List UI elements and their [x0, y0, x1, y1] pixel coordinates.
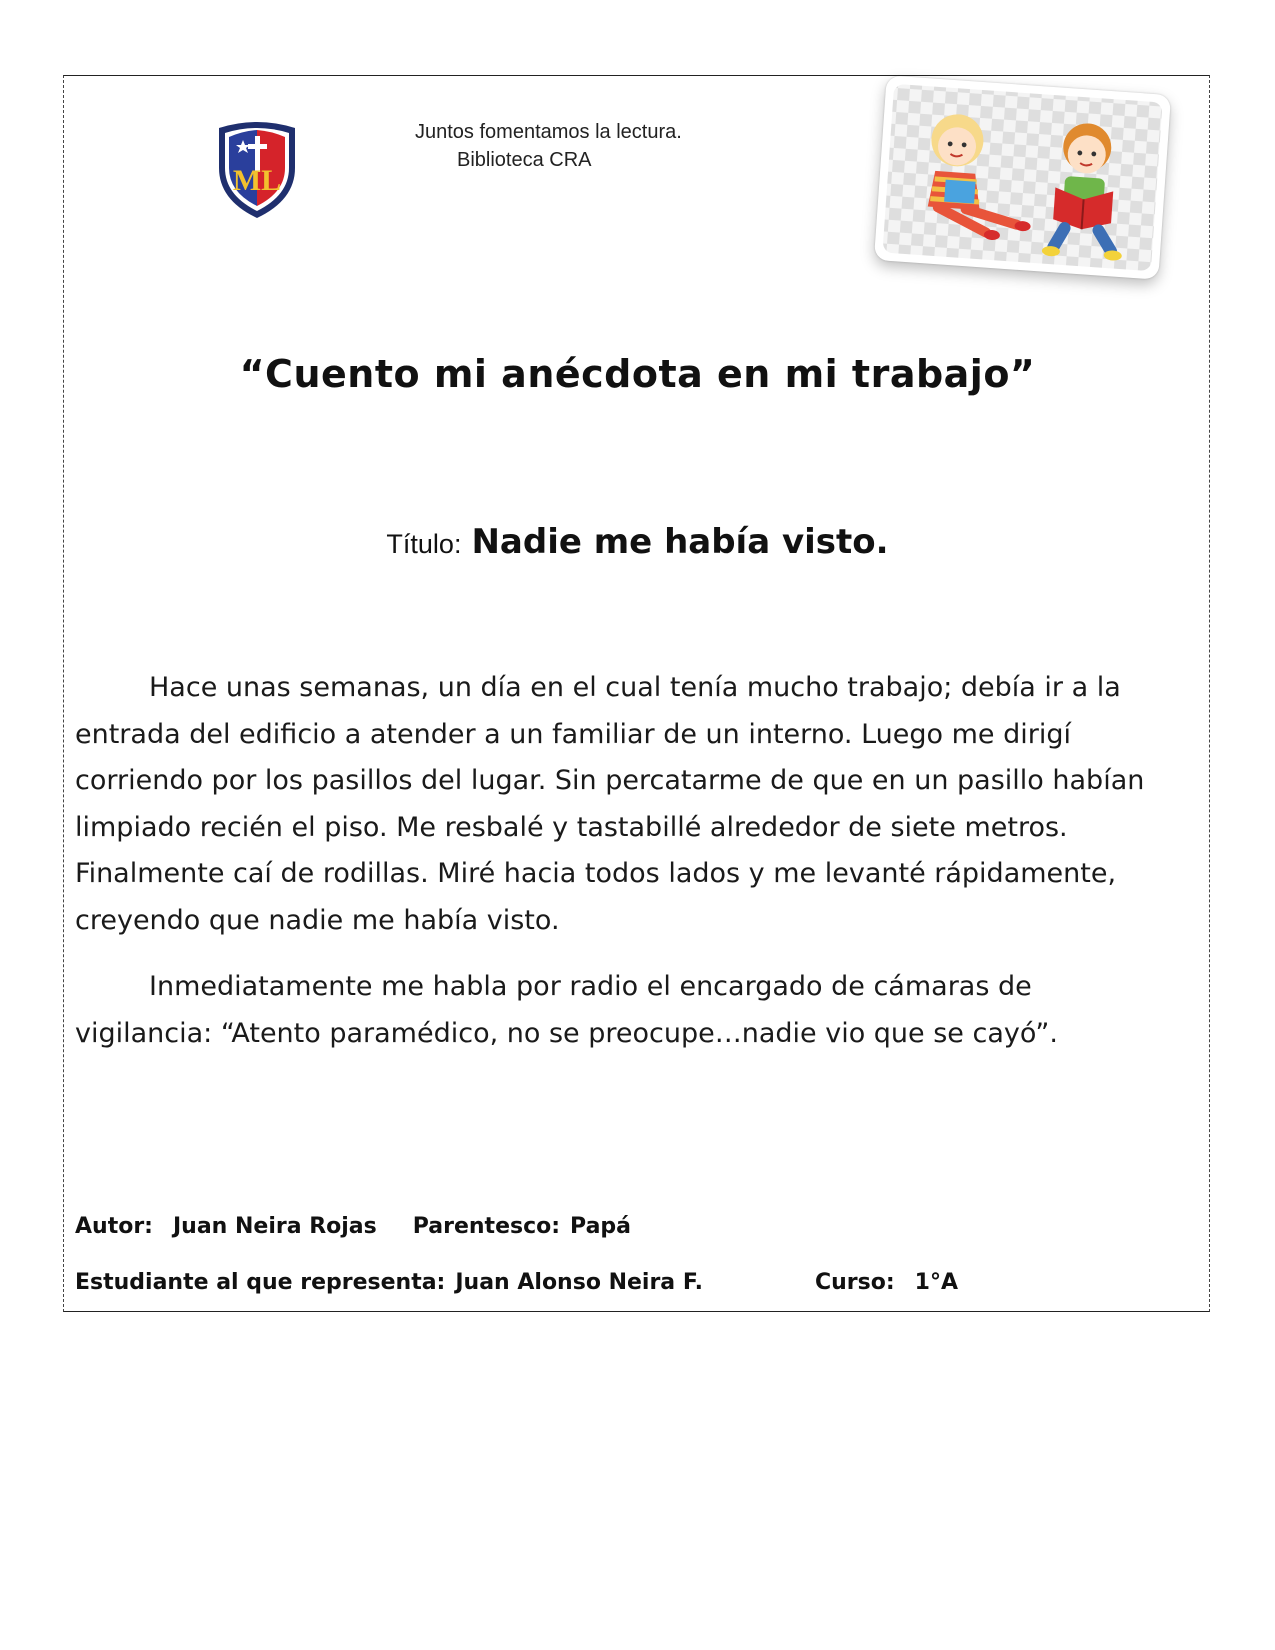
header-text	[415, 118, 682, 174]
crest-letters: ML	[232, 164, 282, 197]
relation-value: Papá	[570, 1214, 632, 1239]
relation-label: Parentesco:	[412, 1214, 561, 1239]
author-row	[75, 1214, 631, 1239]
campaign-title: “Cuento mi anécdota en mi trabajo”	[239, 352, 1036, 396]
course-label: Curso:	[814, 1270, 895, 1295]
story-paragraph: Hace unas semanas, un día en el cual tenía mucho trabajo; debía ir a la entrada del edificio a atender a un familiar de un interno. Luego me dirigí corriendo por los pasillos del lugar. Sin percatarme de que en un pasillo habían limpiado recién el piso. Me resbalé y tastabillé alrededor de siete metros. Finalmente caí de rodillas. Miré hacia todos lados y me levanté rápidamente, creyendo que nadie me había visto.	[75, 672, 1145, 936]
author-name: Juan Neira Rojas	[172, 1214, 377, 1239]
story-paragraph: Inmediatamente me habla por radio el encargado de cámaras de vigilancia: “Atento paramédico, no se preocupe…nadie vio que se cayó”.	[75, 971, 1058, 1049]
story-title-label: Título:	[386, 529, 462, 559]
story-body	[75, 665, 1173, 1077]
story-title-value: Nadie me había visto.	[471, 522, 889, 562]
author-label: Autor:	[75, 1214, 153, 1239]
header-slogan: Juntos fomentamos la lectura.	[415, 121, 682, 143]
student-row	[75, 1270, 958, 1295]
course-value: 1°A	[914, 1270, 958, 1295]
story-title	[0, 522, 1275, 562]
student-name: Juan Alonso Neira F.	[455, 1270, 703, 1295]
student-label: Estudiante al que representa:	[75, 1270, 446, 1295]
children-reading-icon	[874, 75, 1171, 279]
header-library: Biblioteca CRA	[457, 149, 592, 171]
school-crest-icon	[215, 118, 299, 220]
